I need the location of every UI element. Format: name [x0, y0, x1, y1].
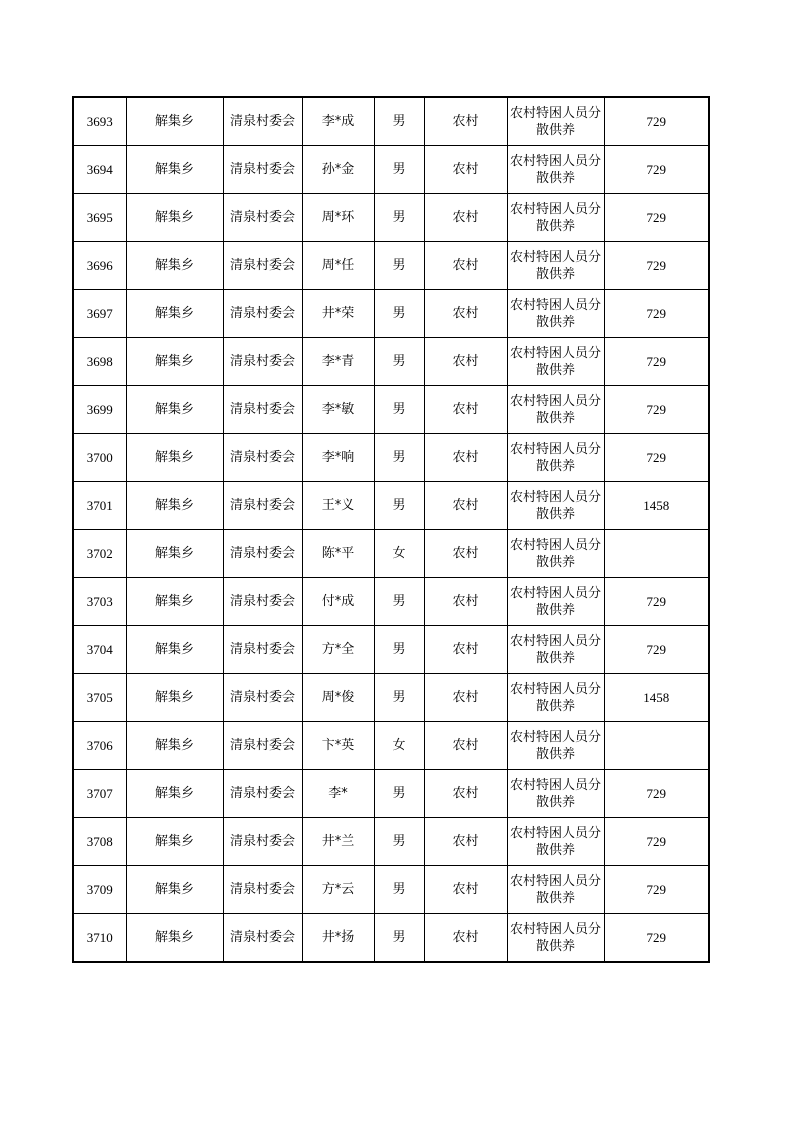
cell-township: 解集乡 [126, 530, 223, 578]
cell-village-committee: 清泉村委会 [223, 434, 302, 482]
cell-amount: 729 [604, 578, 709, 626]
cell-gender: 男 [374, 194, 424, 242]
cell-area-type: 农村 [424, 674, 507, 722]
table-row [73, 290, 709, 338]
cell-gender: 男 [374, 578, 424, 626]
table-row [73, 722, 709, 770]
cell-village-committee: 清泉村委会 [223, 338, 302, 386]
cell-person-name: 井*扬 [302, 914, 374, 963]
cell-gender: 男 [374, 146, 424, 194]
cell-serial-number: 3697 [73, 290, 126, 338]
table-row [73, 97, 709, 146]
cell-township: 解集乡 [126, 818, 223, 866]
cell-amount [604, 530, 709, 578]
table-row [73, 578, 709, 626]
cell-gender: 男 [374, 818, 424, 866]
cell-serial-number: 3695 [73, 194, 126, 242]
cell-amount: 729 [604, 770, 709, 818]
cell-support-category: 农村特困人员分散供养 [507, 194, 604, 242]
cell-township: 解集乡 [126, 674, 223, 722]
cell-amount: 729 [604, 386, 709, 434]
cell-person-name: 付*成 [302, 578, 374, 626]
cell-amount: 729 [604, 866, 709, 914]
cell-township: 解集乡 [126, 914, 223, 963]
cell-area-type: 农村 [424, 866, 507, 914]
cell-area-type: 农村 [424, 338, 507, 386]
cell-serial-number: 3693 [73, 97, 126, 146]
cell-person-name: 李*青 [302, 338, 374, 386]
cell-area-type: 农村 [424, 914, 507, 963]
table-row [73, 242, 709, 290]
cell-person-name: 周*任 [302, 242, 374, 290]
table-row [73, 914, 709, 963]
cell-area-type: 农村 [424, 770, 507, 818]
cell-gender: 男 [374, 434, 424, 482]
table-row [73, 146, 709, 194]
cell-amount: 729 [604, 818, 709, 866]
cell-village-committee: 清泉村委会 [223, 290, 302, 338]
cell-amount: 729 [604, 290, 709, 338]
table-row [73, 626, 709, 674]
cell-amount [604, 722, 709, 770]
table-row [73, 530, 709, 578]
cell-serial-number: 3694 [73, 146, 126, 194]
cell-person-name: 周*环 [302, 194, 374, 242]
cell-gender: 男 [374, 290, 424, 338]
cell-support-category: 农村特困人员分散供养 [507, 530, 604, 578]
cell-serial-number: 3696 [73, 242, 126, 290]
cell-area-type: 农村 [424, 290, 507, 338]
cell-area-type: 农村 [424, 818, 507, 866]
cell-area-type: 农村 [424, 146, 507, 194]
cell-village-committee: 清泉村委会 [223, 386, 302, 434]
cell-support-category: 农村特困人员分散供养 [507, 97, 604, 146]
cell-support-category: 农村特困人员分散供养 [507, 722, 604, 770]
cell-support-category: 农村特困人员分散供养 [507, 626, 604, 674]
table-row [73, 338, 709, 386]
cell-gender: 男 [374, 914, 424, 963]
cell-gender: 男 [374, 674, 424, 722]
cell-village-committee: 清泉村委会 [223, 97, 302, 146]
cell-amount: 729 [604, 626, 709, 674]
cell-support-category: 农村特困人员分散供养 [507, 866, 604, 914]
cell-village-committee: 清泉村委会 [223, 194, 302, 242]
cell-amount: 1458 [604, 674, 709, 722]
cell-gender: 男 [374, 242, 424, 290]
cell-amount: 1458 [604, 482, 709, 530]
cell-amount: 729 [604, 434, 709, 482]
cell-gender: 女 [374, 722, 424, 770]
cell-support-category: 农村特困人员分散供养 [507, 434, 604, 482]
records-table-body [73, 97, 709, 962]
cell-township: 解集乡 [126, 386, 223, 434]
cell-serial-number: 3700 [73, 434, 126, 482]
table-row [73, 194, 709, 242]
cell-gender: 男 [374, 482, 424, 530]
cell-support-category: 农村特困人员分散供养 [507, 290, 604, 338]
cell-village-committee: 清泉村委会 [223, 530, 302, 578]
cell-serial-number: 3704 [73, 626, 126, 674]
table-row [73, 818, 709, 866]
cell-amount: 729 [604, 97, 709, 146]
cell-gender: 男 [374, 626, 424, 674]
cell-serial-number: 3698 [73, 338, 126, 386]
cell-support-category: 农村特困人员分散供养 [507, 146, 604, 194]
cell-village-committee: 清泉村委会 [223, 770, 302, 818]
cell-area-type: 农村 [424, 194, 507, 242]
cell-person-name: 周*俊 [302, 674, 374, 722]
cell-village-committee: 清泉村委会 [223, 242, 302, 290]
cell-serial-number: 3703 [73, 578, 126, 626]
cell-gender: 男 [374, 770, 424, 818]
cell-township: 解集乡 [126, 866, 223, 914]
cell-gender: 男 [374, 97, 424, 146]
cell-serial-number: 3710 [73, 914, 126, 963]
cell-serial-number: 3706 [73, 722, 126, 770]
cell-township: 解集乡 [126, 626, 223, 674]
cell-serial-number: 3709 [73, 866, 126, 914]
cell-village-committee: 清泉村委会 [223, 866, 302, 914]
cell-township: 解集乡 [126, 434, 223, 482]
table-row [73, 386, 709, 434]
cell-area-type: 农村 [424, 626, 507, 674]
cell-person-name: 方*云 [302, 866, 374, 914]
cell-support-category: 农村特困人员分散供养 [507, 386, 604, 434]
cell-person-name: 李* [302, 770, 374, 818]
table-row [73, 770, 709, 818]
cell-township: 解集乡 [126, 146, 223, 194]
cell-person-name: 孙*金 [302, 146, 374, 194]
cell-person-name: 李*响 [302, 434, 374, 482]
cell-village-committee: 清泉村委会 [223, 914, 302, 963]
cell-serial-number: 3699 [73, 386, 126, 434]
cell-person-name: 李*敏 [302, 386, 374, 434]
cell-township: 解集乡 [126, 97, 223, 146]
cell-support-category: 农村特困人员分散供养 [507, 914, 604, 963]
cell-village-committee: 清泉村委会 [223, 578, 302, 626]
cell-serial-number: 3705 [73, 674, 126, 722]
cell-village-committee: 清泉村委会 [223, 818, 302, 866]
cell-support-category: 农村特困人员分散供养 [507, 818, 604, 866]
cell-person-name: 卞*英 [302, 722, 374, 770]
cell-amount: 729 [604, 242, 709, 290]
cell-serial-number: 3701 [73, 482, 126, 530]
cell-support-category: 农村特困人员分散供养 [507, 674, 604, 722]
cell-area-type: 农村 [424, 482, 507, 530]
table-row [73, 482, 709, 530]
cell-area-type: 农村 [424, 722, 507, 770]
cell-person-name: 王*义 [302, 482, 374, 530]
cell-person-name: 李*成 [302, 97, 374, 146]
cell-support-category: 农村特困人员分散供养 [507, 242, 604, 290]
cell-area-type: 农村 [424, 530, 507, 578]
cell-area-type: 农村 [424, 97, 507, 146]
cell-township: 解集乡 [126, 482, 223, 530]
cell-person-name: 井*兰 [302, 818, 374, 866]
cell-area-type: 农村 [424, 434, 507, 482]
cell-serial-number: 3707 [73, 770, 126, 818]
cell-person-name: 井*荣 [302, 290, 374, 338]
cell-amount: 729 [604, 194, 709, 242]
cell-amount: 729 [604, 146, 709, 194]
cell-amount: 729 [604, 914, 709, 963]
cell-township: 解集乡 [126, 290, 223, 338]
cell-township: 解集乡 [126, 194, 223, 242]
cell-amount: 729 [604, 338, 709, 386]
table-row [73, 434, 709, 482]
cell-serial-number: 3708 [73, 818, 126, 866]
cell-gender: 男 [374, 386, 424, 434]
cell-village-committee: 清泉村委会 [223, 482, 302, 530]
cell-township: 解集乡 [126, 242, 223, 290]
cell-village-committee: 清泉村委会 [223, 674, 302, 722]
cell-serial-number: 3702 [73, 530, 126, 578]
cell-area-type: 农村 [424, 578, 507, 626]
cell-gender: 女 [374, 530, 424, 578]
cell-person-name: 方*全 [302, 626, 374, 674]
cell-village-committee: 清泉村委会 [223, 626, 302, 674]
cell-support-category: 农村特困人员分散供养 [507, 578, 604, 626]
cell-township: 解集乡 [126, 578, 223, 626]
records-table [72, 96, 710, 963]
cell-village-committee: 清泉村委会 [223, 722, 302, 770]
cell-gender: 男 [374, 338, 424, 386]
table-row [73, 866, 709, 914]
cell-support-category: 农村特困人员分散供养 [507, 770, 604, 818]
cell-village-committee: 清泉村委会 [223, 146, 302, 194]
cell-area-type: 农村 [424, 386, 507, 434]
cell-area-type: 农村 [424, 242, 507, 290]
cell-township: 解集乡 [126, 338, 223, 386]
cell-township: 解集乡 [126, 770, 223, 818]
cell-township: 解集乡 [126, 722, 223, 770]
cell-gender: 男 [374, 866, 424, 914]
cell-support-category: 农村特困人员分散供养 [507, 338, 604, 386]
cell-person-name: 陈*平 [302, 530, 374, 578]
cell-support-category: 农村特困人员分散供养 [507, 482, 604, 530]
table-row [73, 674, 709, 722]
